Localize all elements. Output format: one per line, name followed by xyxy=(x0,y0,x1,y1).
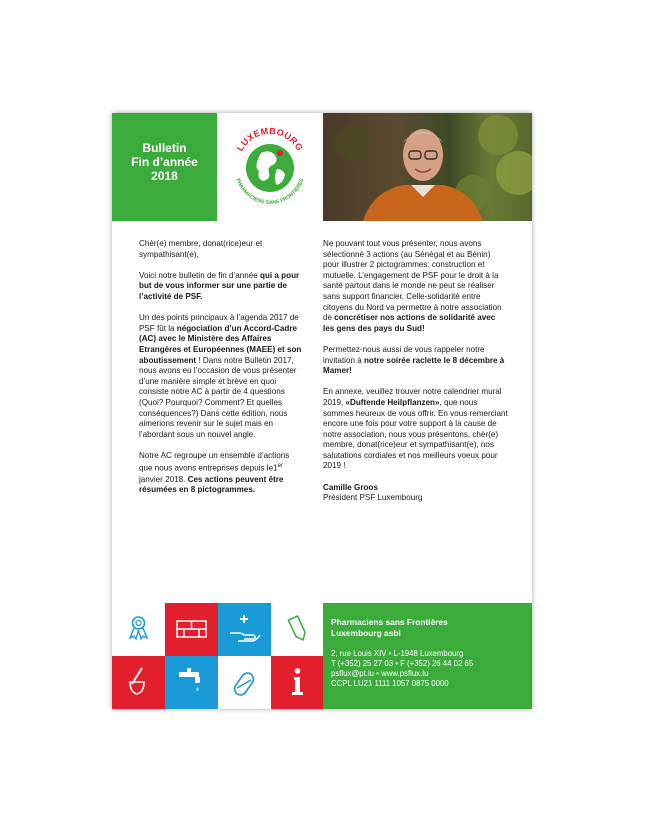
pencil-icon xyxy=(271,603,324,656)
svg-text:LUXEMBOURG: LUXEMBOURG xyxy=(234,125,306,153)
accord-paragraph: Un des points principaux à l’agenda 2017 de PSF fût la négociation d’un Accord-Cadre (AC) avec le Ministère des Affaires Etrangères et Européennes (MAEE) et son aboutissement ! Dans notre Bulletin 2017, nous avons eu l’occasion de vous présenter d’une manière simple et brève en quoi consiste notre AC à partir de 4 questions (Quoi? Pourquoi? Comment? Et quelles conséquences?) Dans cette édition, nous aimerions revenir sur le sujet mais en l’abordant sous un nouvel angle. xyxy=(139,313,302,439)
address: 2, rue Louis XIV • L-1948 Luxembourg xyxy=(331,649,464,658)
portrait-photo-icon xyxy=(323,113,532,221)
pictogram-construction xyxy=(165,603,218,656)
pictogram-medical-aid xyxy=(218,603,271,656)
contact-details xyxy=(331,649,473,689)
pictogram-water xyxy=(165,656,218,709)
solidarity-paragraph: Ne pouvant tout vous présenter, nous avons sélectionné 3 actions (au Sénégal et au Bénin) pour illustrer 2 pictogrammes: construction et mutuelle. L’engagement de PSF pour le droit à la santé partout dans le monde ne peut se réaliser sans support financier. Celle-solidarité entre citoyens du Nord va permettre à notre association de concrétiser nos actions de solidarité avec les gens des pays du Sud! xyxy=(323,239,502,333)
psf-logo xyxy=(217,113,323,221)
hand-medical-icon xyxy=(218,603,271,656)
pictogram-information xyxy=(271,656,324,709)
water-tap-icon xyxy=(165,656,218,709)
letter-column-left xyxy=(139,239,304,507)
svg-text:PHARMACIENS SANS FRONTIÈRES: PHARMACIENS SANS FRONTIÈRES xyxy=(234,177,306,207)
org-name-line-1: Pharmaciens sans Frontières xyxy=(331,617,448,627)
contact-footer xyxy=(323,603,532,709)
pictogram-education xyxy=(271,603,324,656)
signature-name: Camille Groos xyxy=(323,482,378,492)
calendar-paragraph: En annexe, veuillez trouver notre calendrier mural 2019, «Duftende Heilpflanzen», que nous sommes heureux de vous offrir. En vous remerciant encore une fois pour votre support à la cause de notre association, nous vous présentons, chèr(e) membre, donat(rice)eur et sympathisant(e), nos salutations cordiales et nos meilleurs voeux pour 2019 ! xyxy=(323,387,508,471)
email-website[interactable]: psflux@pt.lu • www.psflux.lu xyxy=(331,669,429,678)
mortar-pestle-icon xyxy=(112,656,165,709)
signature xyxy=(323,483,508,504)
org-name xyxy=(331,617,448,639)
raclette-paragraph: Permettez-nous aussi de vous rappeler notre invitation à notre soirée raclette le 8 décembre à Mamer! xyxy=(323,344,505,376)
pictogram-medicine xyxy=(218,656,271,709)
pictogram-award xyxy=(112,603,165,656)
bulletin-title-block xyxy=(112,113,217,221)
pictogram-pharmacy xyxy=(112,656,165,709)
award-ribbon-icon xyxy=(112,603,165,656)
phone-fax: T (+352) 25 27 03 • F (+352) 26 44 02 65 xyxy=(331,659,474,668)
greeting: Chèr(e) membre, donat(rice)eur et sympathisant(e), xyxy=(139,239,263,259)
bulletin-page xyxy=(112,113,532,709)
letter-column-right xyxy=(323,239,508,504)
portrait-photo xyxy=(323,113,532,221)
org-name-line-2: Luxembourg asbl xyxy=(331,628,401,638)
signature-title: Président PSF Luxembourg xyxy=(323,493,423,503)
psf-globe-logo-icon xyxy=(217,113,323,221)
actions-paragraph: Notre AC regroupe un ensemble d’actions que nous avons entreprises depuis le1er janvier 2018. Ces actions peuvent être résumées en 8 pictogrammes. xyxy=(139,450,290,495)
bulletin-title xyxy=(112,141,217,183)
title-line-2: Fin d’année xyxy=(131,155,198,169)
intro-paragraph: Voici notre bulletin de fin d’année qui a pour but de vous informer sur une partie de l’activité de PSF. xyxy=(139,270,300,301)
title-line-1: Bulletin xyxy=(142,141,187,155)
pill-capsule-icon xyxy=(218,656,271,709)
brick-wall-icon xyxy=(165,603,218,656)
bank-account: CCPL LU21 1111 1057 0875 0000 xyxy=(331,679,449,688)
title-line-3: 2018 xyxy=(151,169,178,183)
info-icon xyxy=(271,656,324,709)
